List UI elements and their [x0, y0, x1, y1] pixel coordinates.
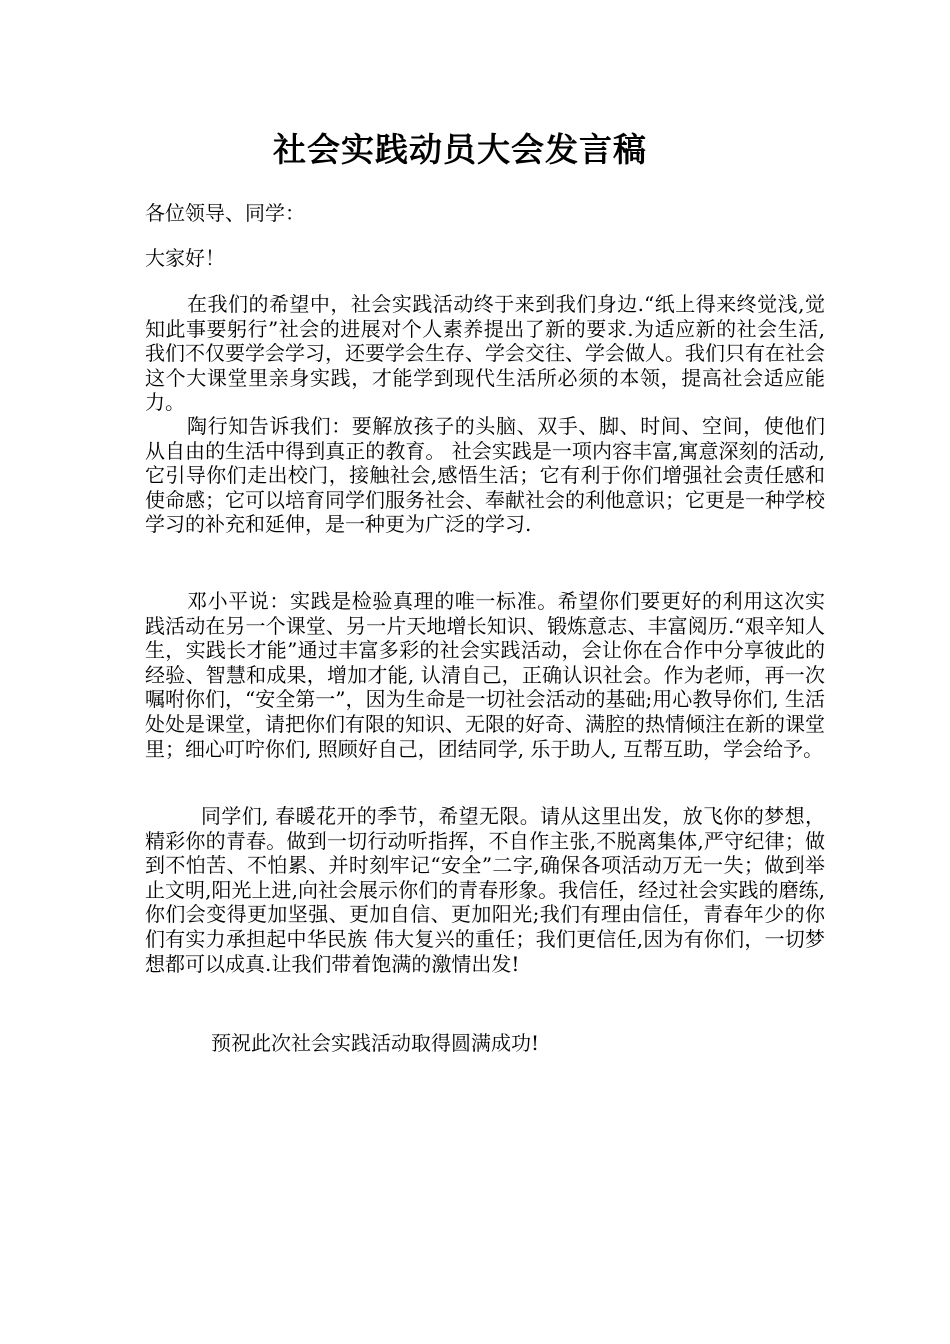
salutation: 各位领导、同学： — [145, 201, 305, 225]
greeting: 大家好！ — [145, 246, 225, 270]
paragraph-tao-xingzhi: 陶行知告诉我们：要解放孩子的头脑、双手、脚、时间、空间，使他们从自由的生活中得到真正的教育。 社会实践是一项内容丰富,寓意深刻的活动,它引导你们走出校门，接触社会,感悟生活；它有利于你们增强社会责任感和使命感；它可以培育同学们服务社会、奉献社会的利他意识；它更是一种学校学习的补充和延伸，是一种更为广泛的学习. — [145, 414, 825, 537]
paragraph-students: 同学们, 春暖花开的季节，希望无限。请从这里出发，放飞你的梦想，精彩你的青春。做到一切行动听指挥，不自作主张,不脱离集体,严守纪律；做到不怕苦、不怕累、并时刻牢记“安全”二字,确保各项活动万无一失；做到举止文明,阳光上进,向社会展示你们的青春形象。我信任，经过社会实践的磨练,你们会变得更加坚强、更加自信、更加阳光;我们有理由信任，青春年少的你们有实力承担起中华民族 伟大复兴的重任；我们更信任,因为有你们，一切梦想都可以成真.让我们带着饱满的激情出发! — [145, 804, 825, 976]
paragraph-intro: 在我们的希望中，社会实践活动终于来到我们身边.“纸上得来终觉浅,觉知此事要躬行”社会的进展对个人素养提出了新的要求.为适应新的社会生活,我们不仅要学会学习，还要学会生存、学会交往、学会做人。我们只有在社会这个大课堂里亲身实践，才能学到现代生活所必须的本领，提高社会适应能力。 — [145, 292, 825, 415]
paragraph-deng-xiaoping: 邓小平说：实践是检验真理的唯一标准。希望你们要更好的利用这次实践活动在另一个课堂、另一片天地增长知识、锻炼意志、丰富阅历.“艰辛知人生，实践长才能”通过丰富多彩的社会实践活动，会让你在合作中分享彼此的经验、智慧和成果，增加才能, 认清自己，正确认识社会。作为老师，再一次嘱咐你们，“安全第一”，因为生命是一切社会活动的基础;用心教导你们, 生活处处是课堂，请把你们有限的知识、无限的好奇、满腔的热情倾注在新的课堂里；细心叮咛你们, 照顾好自己，团结同学, 乐于助人, 互帮互助，学会给予。 — [145, 589, 825, 761]
closing-wish: 预祝此次社会实践活动取得圆满成功! — [211, 1031, 540, 1055]
document-title: 社会实践动员大会发言稿 — [273, 130, 647, 169]
